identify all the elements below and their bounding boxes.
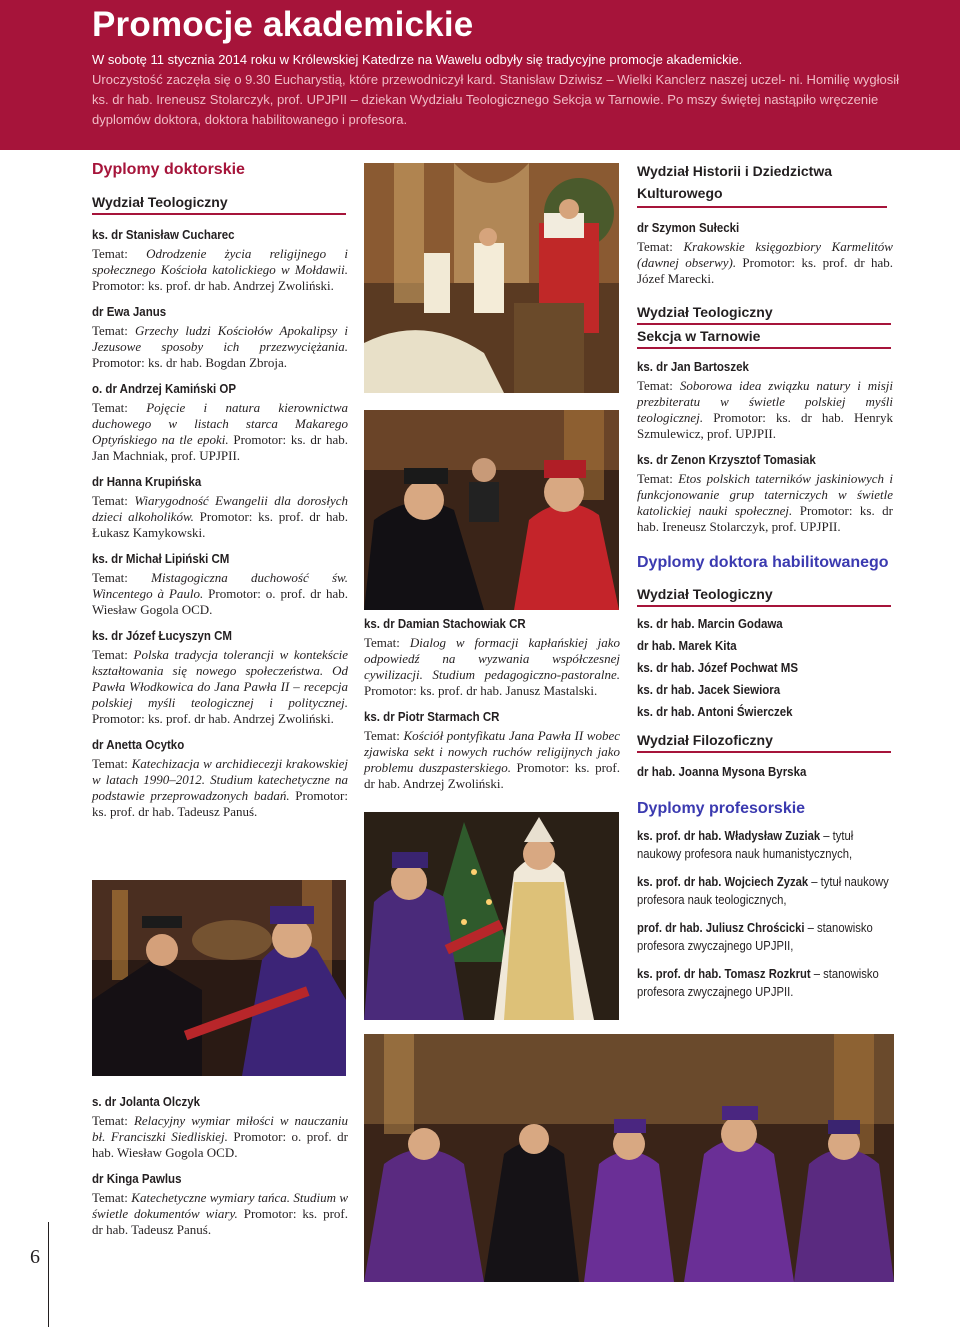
promoter-text: Promotor: ks. dr hab. Henryk Szmulewicz, prof. UPJPII. bbox=[637, 410, 893, 441]
thesis-entry bbox=[92, 381, 348, 464]
habilitation-list bbox=[637, 613, 893, 723]
section-doctoral-title: Dyplomy doktorskie bbox=[92, 161, 245, 178]
graduate-name: ks. dr Jan Bartoszek bbox=[637, 360, 749, 374]
thesis-entry bbox=[637, 220, 893, 287]
thesis-topic: Katechizacja w archidiecezji krakowskiej w latach 1990–2012. Studium katechetyczne na podstawie przeprowadzonych badań. bbox=[92, 756, 348, 803]
topic-prefix: Temat: bbox=[364, 635, 410, 650]
faculty-theology-name: Wydział Teologiczny bbox=[637, 304, 773, 320]
topic-prefix: Temat: bbox=[92, 400, 147, 415]
faculty-history-heading: Wydział Historii i Dziedzictwa Kulturowego bbox=[637, 160, 887, 208]
thesis-description bbox=[92, 1190, 348, 1238]
graduate-name: ks. dr Stanisław Cucharec bbox=[92, 228, 235, 242]
promoter-text: Promotor: ks. prof. dr hab. Andrzej Zwoliński. bbox=[364, 760, 620, 791]
thesis-description bbox=[637, 239, 893, 287]
thesis-topic: Relacyjny wymiar miłości w nauczaniu bł. Franciszki Siedliskiej. bbox=[92, 1113, 348, 1144]
habilitation-name: ks. dr hab. Marcin Godawa bbox=[637, 617, 783, 631]
professor-name: prof. dr hab. Juliusz Chrościcki bbox=[637, 921, 805, 935]
thesis-entry bbox=[364, 616, 620, 699]
thesis-topic: Pojęcie i natura kierownictwa duchowego w listach starca Makarego Optyńskiego na tle epoki. bbox=[92, 400, 348, 447]
thesis-topic: Krakowskie księgozbiory Karmelitów (dawnej obserwy). bbox=[637, 239, 893, 270]
intro-line-1: W sobotę 11 stycznia 2014 roku w Królewskiej Katedrze na Wawelu odbyły się tradycyjne promocje akademickie. bbox=[92, 52, 743, 67]
thesis-entry bbox=[92, 628, 348, 727]
thesis-description bbox=[637, 471, 893, 535]
intro-text bbox=[92, 50, 912, 130]
topic-prefix: Temat: bbox=[92, 570, 152, 585]
thesis-topic: Odrodzenie życia religijnego i społecznego Kościoła katolickiego w Mołdawii. bbox=[92, 246, 348, 277]
photo-image bbox=[364, 1034, 894, 1282]
section-professor-title: Dyplomy profesorskie bbox=[637, 800, 806, 817]
faculty-philosophy-heading: Wydział Filozoficzny bbox=[637, 731, 891, 753]
professor-entry bbox=[637, 873, 891, 909]
professor-entry bbox=[637, 827, 891, 863]
professor-entry bbox=[637, 965, 891, 1001]
philosophy-habilitation-name: dr hab. Joanna Mysona Byrska bbox=[637, 765, 807, 779]
thesis-topic: Grzechy ludzi Kościołów Apokalipsy i Jezusowe sposoby ich przezwyciężania. bbox=[92, 323, 348, 354]
photo-image bbox=[364, 163, 619, 393]
faculty-tarnow-subheading: Sekcja w Tarnowie bbox=[637, 327, 891, 349]
doctoral-entries-list bbox=[92, 227, 348, 820]
thesis-topic: Kościół pontyfikatu Jana Pawła II wobec zjawiska sekt i nowych ruchów religijnych jako problemu duszpasterskiego. bbox=[364, 728, 620, 775]
column-right bbox=[637, 160, 893, 1001]
graduate-name: dr Kinga Pawlus bbox=[92, 1172, 182, 1186]
thesis-description bbox=[92, 570, 348, 618]
topic-prefix: Temat: bbox=[92, 246, 147, 261]
thesis-description bbox=[364, 728, 620, 792]
graduate-name: o. dr Andrzej Kamiński OP bbox=[92, 382, 236, 396]
thesis-topic: Wiarygodność Ewangelii dla dorosłych dzieci alkoholików. bbox=[92, 493, 348, 524]
page-number: 6 bbox=[30, 1246, 40, 1268]
section-habilitation-title: Dyplomy doktora habilitowanego bbox=[637, 554, 889, 571]
graduate-name: ks. dr Piotr Starmach CR bbox=[364, 710, 500, 724]
promoter-text: Promotor: ks. prof. dr hab. Tadeusz Panuś. bbox=[92, 788, 348, 819]
thesis-entry bbox=[364, 709, 620, 792]
tarnow-entries bbox=[637, 359, 893, 535]
promoter-text: Promotor: ks. dr hab. Ireneusz Stolarczyk, prof. UPJPII. bbox=[637, 503, 893, 534]
graduate-name: ks. dr Zenon Krzysztof Tomasiak bbox=[637, 453, 816, 467]
topic-prefix: Temat: bbox=[92, 323, 135, 338]
photo-image bbox=[92, 880, 346, 1076]
promoter-text: Promotor: o. prof. dr hab. Wiesław Gogola OCD. bbox=[92, 586, 349, 617]
thesis-entry bbox=[637, 359, 893, 442]
graduate-name: dr Hanna Krupińska bbox=[92, 475, 202, 489]
photo-image bbox=[364, 410, 619, 610]
thesis-entry bbox=[92, 1094, 348, 1161]
thesis-topic: Etos polskich taterników jaskiniowych i funkcjonowanie grup taterniczych w świetle katolickiej nauki społecznej. bbox=[637, 471, 893, 518]
photo-cathedral-altar bbox=[364, 163, 619, 393]
intro-line-2a: Uroczystość zaczęła się o 9.30 Eucharystią, które przewodniczył kard. Stanisław Dziwisz – Wielki Kanclerz naszej uczel- bbox=[92, 72, 786, 87]
thesis-topic: Soborowa idea związku natury i misji prezbiteratu w świetle polskiej myśli teologicznej. bbox=[637, 378, 893, 425]
topic-prefix: Temat: bbox=[92, 1190, 132, 1205]
professor-name: ks. prof. dr hab. Tomasz Rozkrut bbox=[637, 967, 811, 981]
professor-name: ks. prof. dr hab. Wojciech Zyzak bbox=[637, 875, 809, 889]
page-number-rule bbox=[48, 1222, 49, 1327]
professor-title: – tytuł naukowy profesora nauk humanistycznych, bbox=[637, 829, 854, 861]
doctoral-entries-bottom bbox=[92, 1094, 348, 1238]
promoter-text: Promotor: ks. dr hab. Jan Machniak, prof. UPJPII. bbox=[92, 432, 348, 463]
professor-title: – stanowisko profesora zwyczajnego UPJPII. bbox=[637, 967, 879, 999]
promoter-text: Promotor: ks. prof. dr hab. Andrzej Zwoliński. bbox=[92, 278, 334, 293]
graduate-name: ks. dr Michał Lipiński CM bbox=[92, 552, 230, 566]
thesis-entry bbox=[92, 551, 348, 618]
faculty-theology-heading: Wydział Teologiczny bbox=[92, 193, 346, 215]
thesis-entry bbox=[92, 737, 348, 820]
professor-list bbox=[637, 827, 893, 1001]
intro-line-2b: ni. Homilię wygłosił ks. dr hab. Ireneusz Stolarczyk, prof. UPJPII – dziekan Wydziału Teologicznego Sekcja w Tarnowie. Po mszy świętej nastąpiło wręczenie dyplomów doktora, doktora habilitowanego i profesora. bbox=[92, 72, 900, 127]
topic-prefix: Temat: bbox=[637, 471, 679, 486]
graduate-name: ks. dr Józef Łucyszyn CM bbox=[92, 629, 232, 643]
topic-prefix: Temat: bbox=[637, 239, 684, 254]
topic-prefix: Temat: bbox=[637, 378, 680, 393]
graduate-name: ks. dr Damian Stachowiak CR bbox=[364, 617, 526, 631]
topic-prefix: Temat: bbox=[92, 493, 135, 508]
history-entries bbox=[637, 220, 893, 287]
promoter-text: Promotor: ks. prof. dr hab. Andrzej Zwoliński. bbox=[92, 711, 334, 726]
graduate-name: dr Szymon Sułecki bbox=[637, 221, 740, 235]
thesis-description bbox=[92, 756, 348, 820]
column-middle bbox=[364, 616, 620, 792]
professor-title: – tytuł naukowy profesora nauk teologicznych, bbox=[637, 875, 889, 907]
photo-diploma-ceremony-2 bbox=[364, 410, 619, 610]
topic-prefix: Temat: bbox=[364, 728, 404, 743]
promoter-text: Promotor: ks. prof. dr hab. Łukasz Kamykowski. bbox=[92, 509, 349, 540]
column-doctoral-bottom bbox=[92, 1094, 348, 1238]
promoter-text: Promotor: ks. prof. dr hab. Józef Marecki. bbox=[637, 255, 893, 286]
middle-entries-list bbox=[364, 616, 620, 792]
header-banner bbox=[0, 0, 960, 150]
topic-prefix: Temat: bbox=[92, 647, 134, 662]
promoter-text: Promotor: ks. dr hab. Bogdan Zbroja. bbox=[92, 355, 287, 370]
thesis-description bbox=[637, 378, 893, 442]
thesis-description bbox=[92, 493, 348, 541]
thesis-description bbox=[92, 647, 348, 727]
habilitation-name: ks. dr hab. Józef Pochwat MS bbox=[637, 661, 799, 675]
graduate-name: dr Ewa Janus bbox=[92, 305, 167, 319]
thesis-description bbox=[364, 635, 620, 699]
professor-title: – stanowisko profesora zwyczajnego UPJPII, bbox=[637, 921, 873, 953]
professor-entry bbox=[637, 919, 891, 955]
promoter-text: Promotor: o. prof. dr hab. Wiesław Gogola OCD. bbox=[92, 1129, 348, 1160]
thesis-description bbox=[92, 1113, 348, 1161]
graduate-name: s. dr Jolanta Olczyk bbox=[92, 1095, 201, 1109]
faculty-theology-tarnow-heading bbox=[637, 303, 891, 325]
thesis-topic: Katechetyczne wymiary tańca. Studium w świetle dokumentów wiary. bbox=[92, 1190, 348, 1221]
thesis-topic: Dialog w formacji kapłańskiej jako odpowiedź na wyzwania współczesnej cywilizacji. Studium pedagogiczno-pastoralne. bbox=[364, 635, 620, 682]
thesis-description bbox=[92, 246, 348, 294]
photo-academic-procession bbox=[364, 1034, 894, 1282]
photo-diploma-ceremony-1 bbox=[92, 880, 346, 1076]
thesis-description bbox=[92, 323, 348, 371]
topic-prefix: Temat: bbox=[92, 1113, 134, 1128]
habilitation-name: ks. dr hab. Jacek Siewiora bbox=[637, 683, 781, 697]
promoter-text: Promotor: ks. prof. dr hab. Janusz Mastalski. bbox=[364, 683, 598, 698]
habilitation-faculty-heading: Wydział Teologiczny bbox=[637, 585, 891, 607]
habilitation-name: ks. dr hab. Antoni Świerczek bbox=[637, 705, 793, 719]
professor-name: ks. prof. dr hab. Władysław Zuziak bbox=[637, 829, 821, 843]
thesis-entry bbox=[92, 304, 348, 371]
graduate-name: dr Anetta Ocytko bbox=[92, 738, 185, 752]
promoter-text: Promotor: ks. prof. dr hab. Tadeusz Panuś. bbox=[92, 1206, 348, 1237]
thesis-entry bbox=[637, 452, 893, 535]
thesis-topic: Polska tradycja tolerancji w kontekście kształtowania się nowego społeczeństwa. Od Pawła Włodkowica do Jana Pawła II – recepcja polskiej myśli teologicznej i politycznej. bbox=[92, 647, 348, 710]
column-doctoral bbox=[92, 160, 348, 820]
topic-prefix: Temat: bbox=[92, 756, 132, 771]
habilitation-name: dr hab. Marek Kita bbox=[637, 639, 737, 653]
thesis-entry bbox=[92, 474, 348, 541]
thesis-topic: Mistagogiczna duchowość św. Wincentego à Paulo. bbox=[92, 570, 348, 601]
thesis-entry bbox=[92, 1171, 348, 1238]
thesis-entry bbox=[92, 227, 348, 294]
thesis-description bbox=[92, 400, 348, 464]
page-title: Promocje akademickie bbox=[92, 5, 474, 44]
photo-image bbox=[364, 812, 619, 1020]
photo-cardinal-blessing bbox=[364, 812, 619, 1020]
